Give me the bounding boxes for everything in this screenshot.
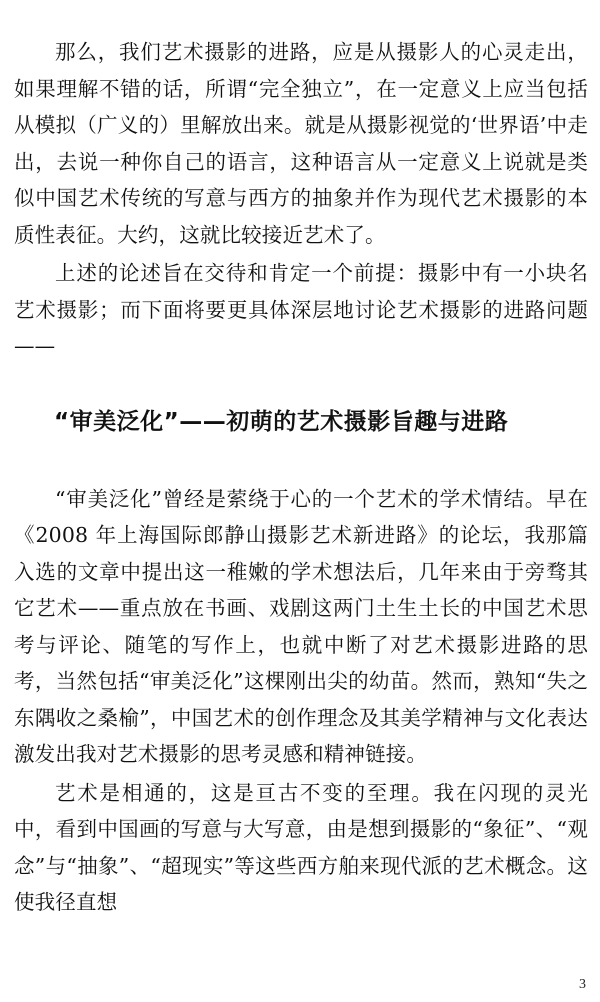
body-paragraph-2: 上述的论述旨在交待和肯定一个前提：摄影中有一小块名艺术摄影；而下面将要更具体深层地讨论艺术摄影的进路问题——: [14, 261, 588, 358]
body-paragraph-1: 那么，我们艺术摄影的进路，应是从摄影人的心灵走出，如果理解不错的话，所谓“完全独立”，在一定意义上应当包括从模拟（广义的）里解放出来。就是从摄影视觉的‘世界语’中走出，去说一种你自己的语言，这种语言从一定意义上说就是类似中国艺术传统的写意与西方的抽象并作为现代艺术摄影的本质性表征。大约，这就比较接近艺术了。: [14, 40, 588, 247]
page-number: 3: [579, 977, 586, 992]
section-heading: “审美泛化”——初萌的艺术摄影旨趣与进路: [54, 408, 509, 435]
section-paragraph-1: “审美泛化”曾经是萦绕于心的一个艺术的学术情结。早在《2008 年上海国际郎静山摄影艺术新进路》的论坛，我那篇入选的文章中提出这一稚嫩的学术想法后，几年来由于旁骛其它艺术——重点放在书画、戏剧这两门土生土长的中国艺术思考与评论、随笔的写作上，也就中断了对艺术摄影进路的思考，当然包括“审美泛化”这棵刚出尖的幼苗。然而，熟知“失之东隅收之桑榆”，中国艺术的创作理念及其美学精神与文化表达激发出我对艺术摄影的思考灵感和精神链接。: [14, 486, 588, 766]
section-paragraph-2: 艺术是相通的，这是亘古不变的至理。我在闪现的灵光中，看到中国画的写意与大写意，由是想到摄影的“象征”、“观念”与“抽象”、“超现实”等这些西方舶来现代派的艺术概念。这使我径直想: [14, 780, 588, 914]
